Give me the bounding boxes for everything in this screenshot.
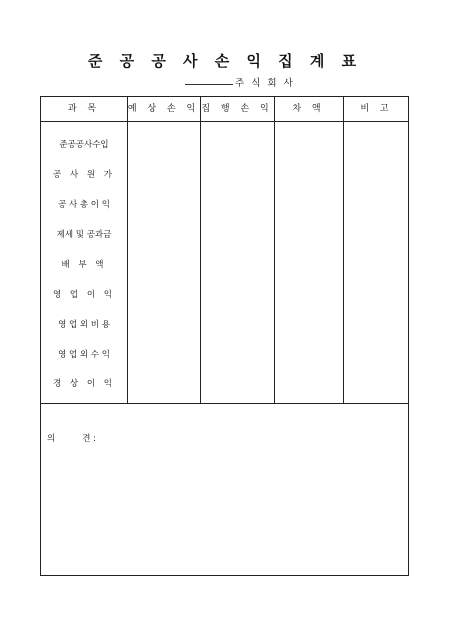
settlement-form-table bbox=[40, 96, 409, 576]
column-divider bbox=[274, 97, 275, 403]
header-executed-pl: 집 행 손 익 bbox=[201, 104, 273, 114]
row-label: 공 사 총 이 익 bbox=[58, 200, 110, 210]
document-title: 준 공 공 사 손 익 집 계 표 bbox=[87, 52, 363, 70]
company-name-blank[interactable] bbox=[185, 84, 233, 85]
row-label: 공 사 원 가 bbox=[53, 170, 115, 180]
row-label: 준공공사수입 bbox=[59, 140, 109, 150]
table-bottom-divider bbox=[41, 403, 408, 404]
row-label: 제세 및 공과금 bbox=[56, 230, 112, 240]
row-label: 영 업 외 수 익 bbox=[58, 350, 110, 360]
header-account: 과 목 bbox=[67, 104, 101, 114]
column-divider bbox=[200, 97, 201, 403]
company-name-line bbox=[185, 75, 295, 89]
header-difference: 차 액 bbox=[292, 104, 325, 114]
header-divider bbox=[41, 121, 408, 122]
company-suffix: 주 식 회 사 bbox=[235, 78, 295, 89]
opinion-label: 의 견 : bbox=[47, 434, 97, 444]
row-label: 영 업 이 익 bbox=[53, 290, 115, 300]
header-expected-pl: 예 상 손 익 bbox=[127, 104, 200, 114]
column-divider bbox=[127, 97, 128, 403]
row-label: 영 업 외 비 용 bbox=[58, 320, 110, 330]
column-divider bbox=[343, 97, 344, 403]
row-label: 배 부 액 bbox=[61, 260, 107, 270]
header-remarks: 비 고 bbox=[360, 104, 393, 114]
row-label: 경 상 이 익 bbox=[53, 379, 115, 389]
